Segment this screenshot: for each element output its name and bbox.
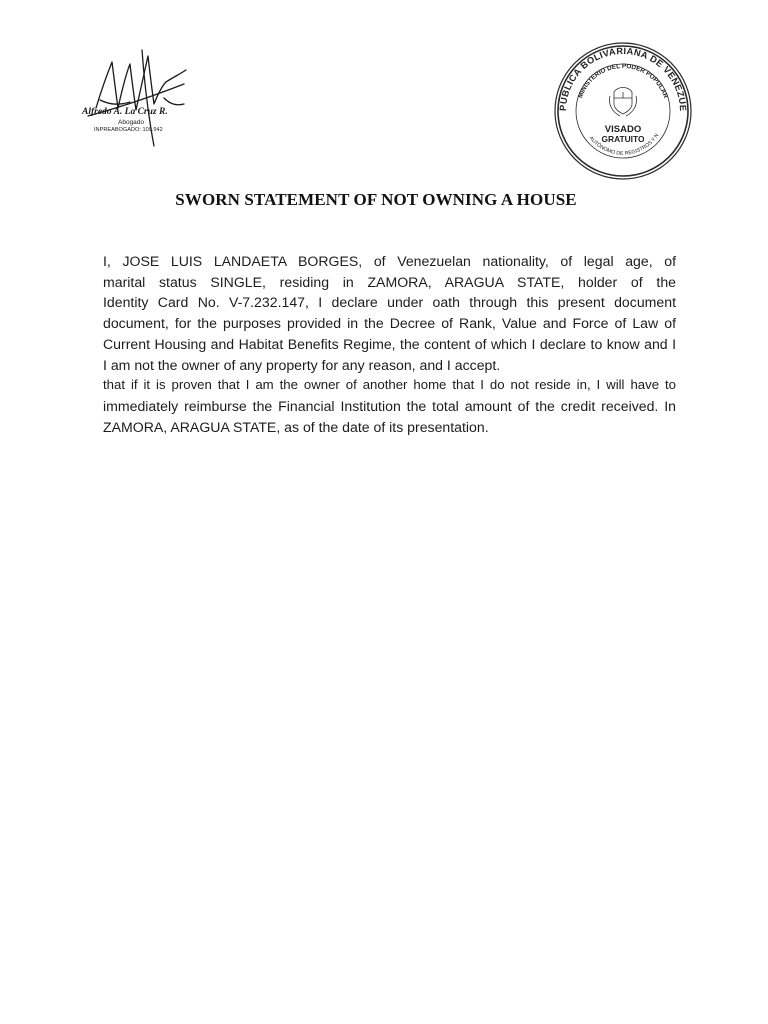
seal-bottom-text: AUTÓNOMO DE REGISTROS Y N [587, 132, 661, 157]
declaration-line: Current Housing and Habitat Benefits Regime, the content of which I declare to know and I [103, 335, 676, 352]
signature-scrawl [78, 38, 198, 148]
lawyer-signature [78, 38, 198, 148]
declaration-line: Identity Card No. V-7.232.147, I declare under oath through this present document [103, 294, 676, 311]
declaration-line: marital status SINGLE, residing in ZAMORA, ARAGUA STATE, holder of the [103, 273, 676, 290]
signature-name-text: Alfredo A. La Cruz R. [82, 107, 168, 117]
document-title: SWORN STATEMENT OF NOT OWNING A HOUSE [175, 190, 577, 209]
declaration-line: I am not the owner of any property for any reason, and I accept. [103, 356, 501, 373]
seal-coat-of-arms [609, 88, 636, 117]
declaration-line: document, for the purposes provided in the Decree of Rank, Value and Force of Law of [103, 315, 676, 332]
declaration-line: immediately reimburse the Financial Institution the total amount of the credit received. In [103, 397, 676, 414]
seal-outer-text: PÚBLICA BOLIVARIANA DE VENEZUE [557, 45, 689, 112]
signature-role-text: Abogado [118, 119, 145, 126]
official-seal [548, 40, 698, 182]
seal-ministry-text: MINISTERIO DEL PODER POPULAR [577, 62, 669, 100]
declaration-line: that if it is proven that I am the owner of another home that I do not reside in, I will have to [103, 377, 676, 393]
declaration-paragraph [103, 251, 676, 437]
seal-center-line2: GRATUITO [601, 134, 645, 144]
seal-center-line1: VISADO [604, 124, 642, 135]
signature-registration-text: INPREABOGADO: 109.942 [94, 127, 163, 133]
declaration-line: ZAMORA, ARAGUA STATE, as of the date of its presentation. [103, 418, 489, 435]
declaration-line: I, JOSE LUIS LANDAETA BORGES, of Venezuelan nationality, of legal age, of [103, 253, 676, 269]
